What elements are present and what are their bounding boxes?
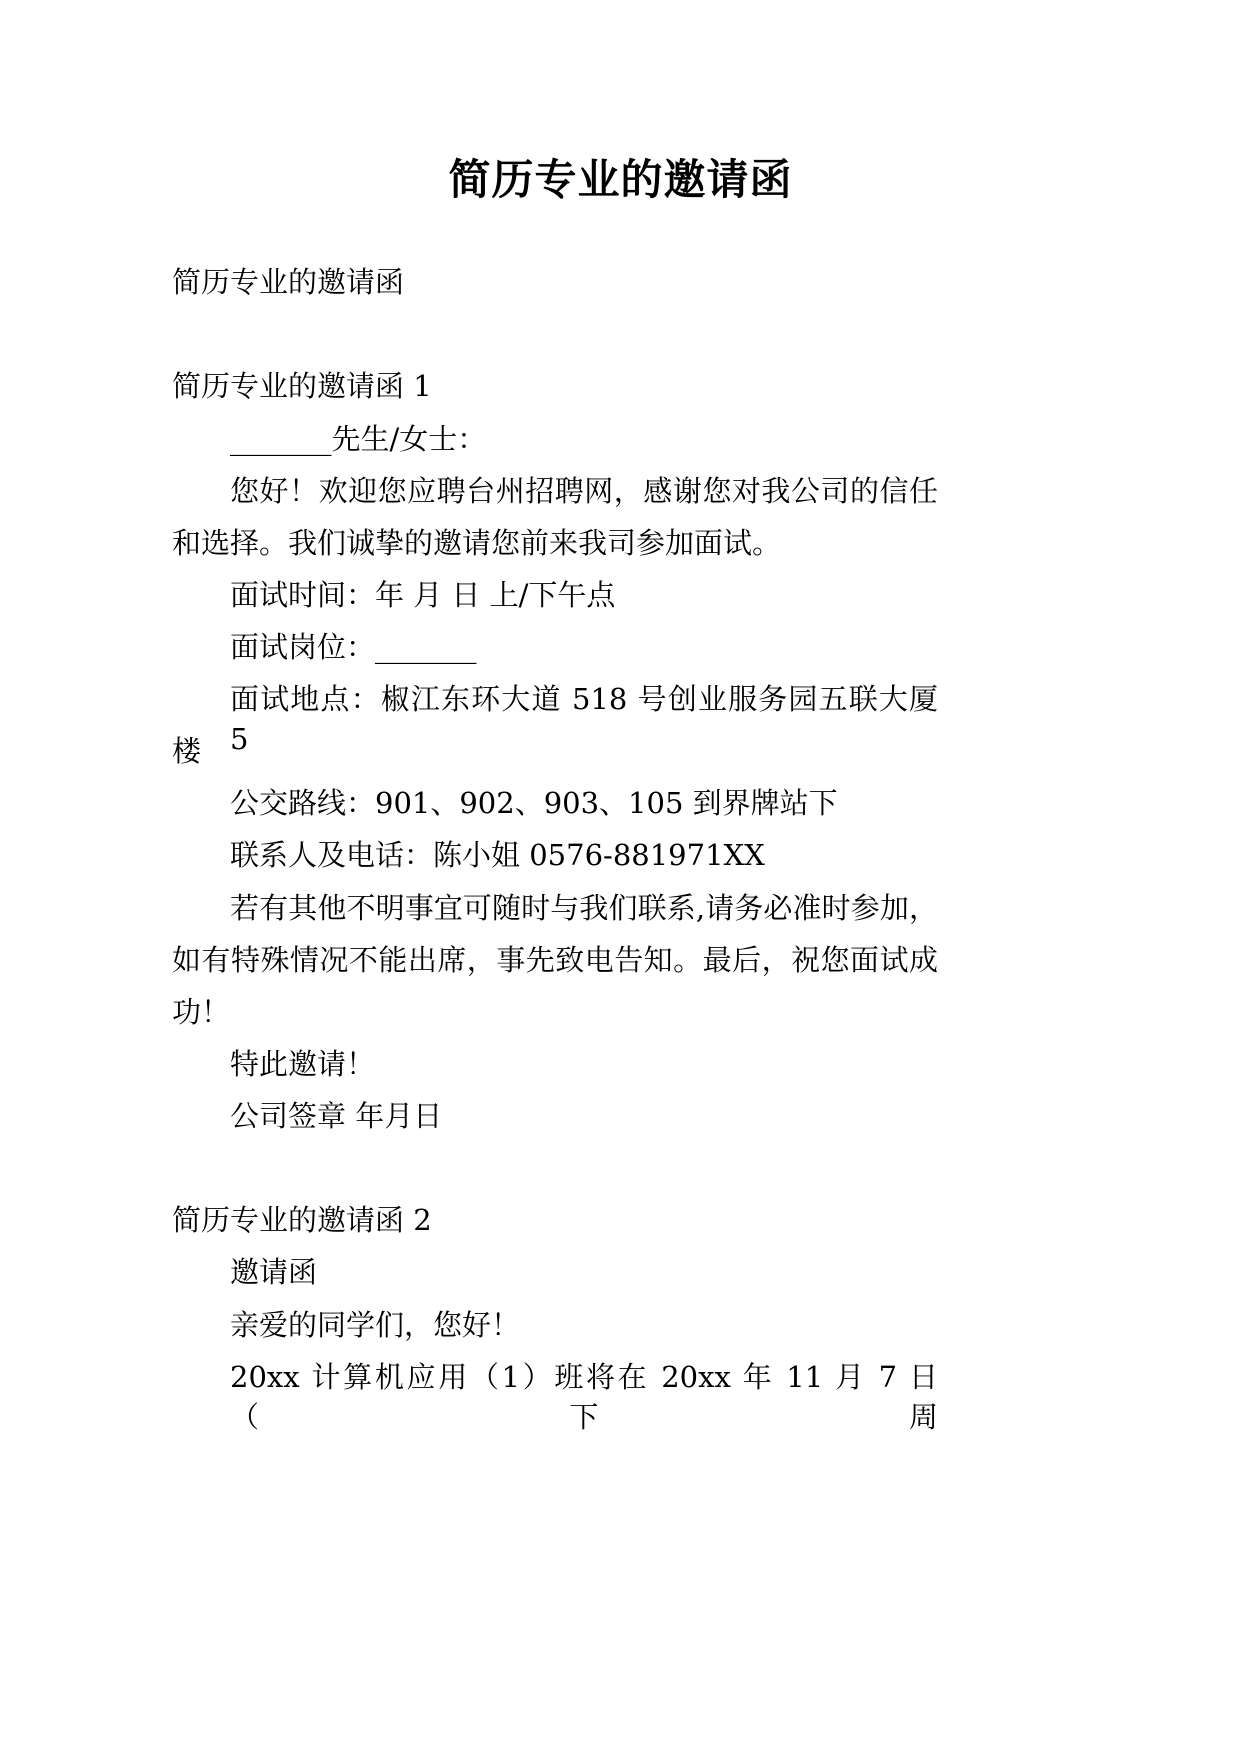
section2-heading: 简历专业的邀请函 2 — [172, 1203, 432, 1237]
document-subtitle: 简历专业的邀请函 — [172, 265, 405, 299]
paragraph-line: 和选择。我们诚挚的邀请您前来我司参加面试。 — [172, 526, 782, 560]
signature-line: 公司签章 年月日 — [230, 1099, 443, 1133]
greeting: 亲爱的同学们，您好！ — [230, 1308, 521, 1342]
contact-info: 联系人及电话：陈小姐 0576-881971XX — [230, 838, 765, 872]
paragraph-line: 若有其他不明事宜可随时与我们联系,请务必准时参加， — [230, 891, 938, 925]
paragraph-line: 您好！欢迎您应聘台州招聘网，感谢您对我公司的信任 — [230, 474, 938, 508]
invitation-label: 邀请函 — [230, 1255, 318, 1289]
bus-route: 公交路线：901、902、903、105 到界牌站下 — [230, 786, 838, 820]
paragraph-line: 20xx 计算机应用（1）班将在 20xx 年 11 月 7 日（下周 — [230, 1360, 938, 1434]
interview-location-cont: 楼 — [172, 734, 202, 768]
interview-position: 面试岗位：_______ — [230, 630, 477, 664]
document-title: 简历专业的邀请函 — [448, 155, 793, 204]
section1-heading: 简历专业的邀请函 1 — [172, 369, 432, 403]
interview-location: 面试地点：椒江东环大道 518 号创业服务园五联大厦 5 — [230, 682, 938, 756]
paragraph-line: 如有特殊情况不能出席，事先致电告知。最后，祝您面试成 — [172, 943, 938, 977]
salutation: _______先生/女士： — [230, 422, 487, 456]
interview-time: 面试时间：年 月 日 上/下午点 — [230, 578, 616, 612]
paragraph-line: 功！ — [172, 995, 231, 1029]
closing-text: 特此邀请！ — [230, 1047, 376, 1081]
